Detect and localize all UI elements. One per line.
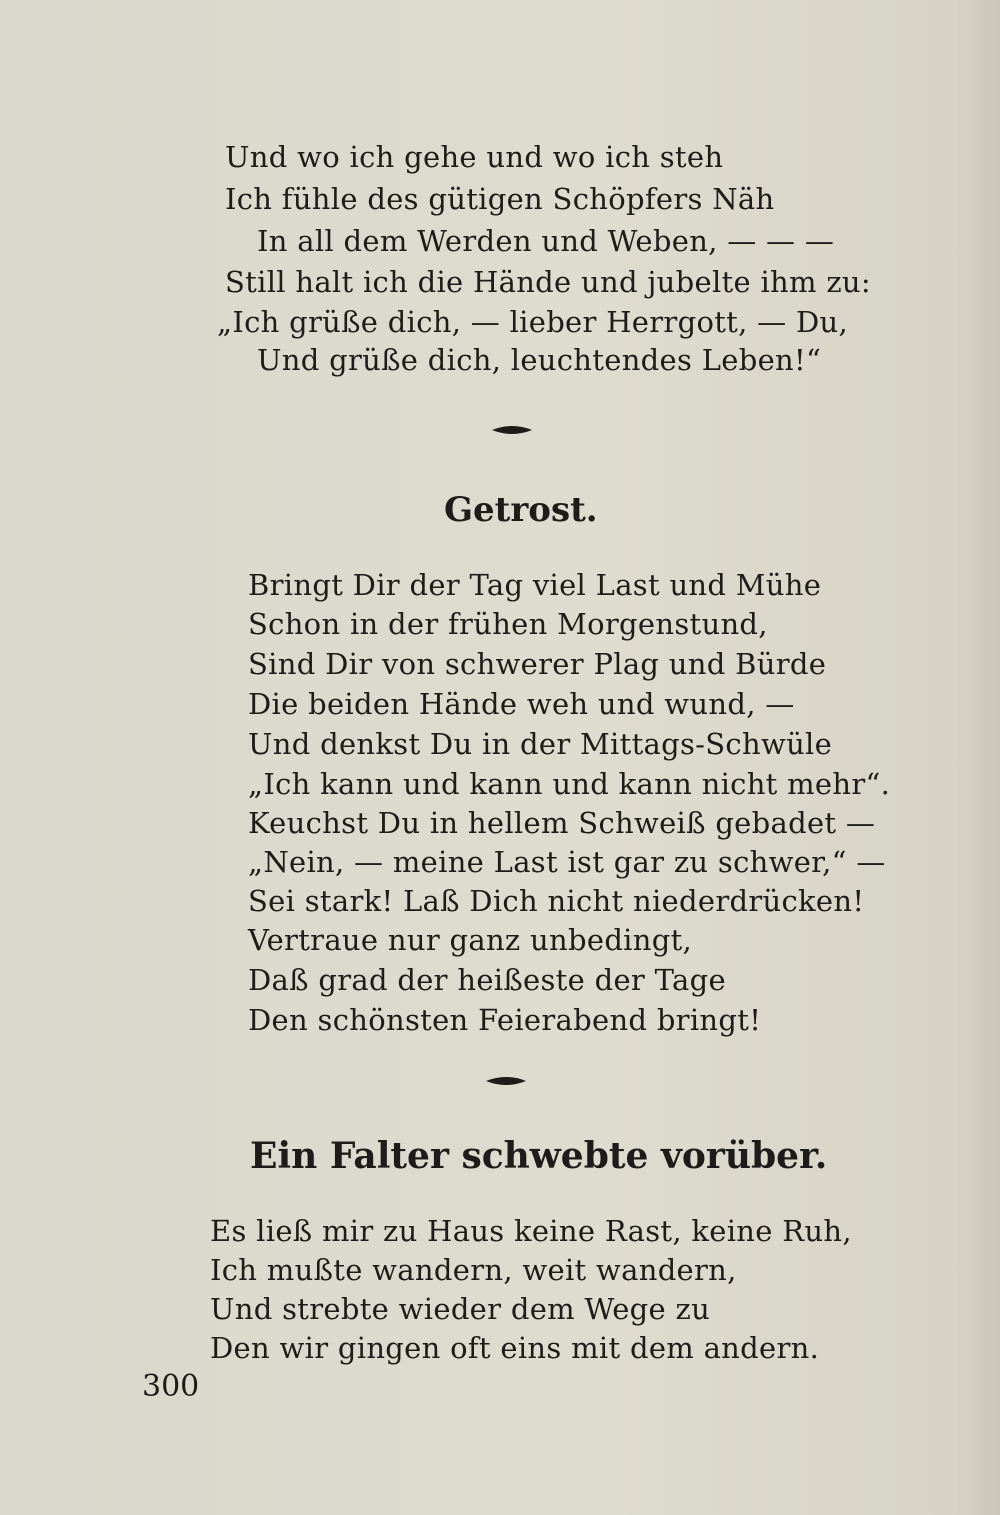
section-divider-ornament-icon	[484, 1075, 528, 1087]
poem-line: Vertraue nur ganz unbedingt,	[248, 923, 693, 957]
poem-line: Still halt ich die Hände und jubelte ihm zu:	[225, 265, 871, 299]
poem-line: Bringt Dir der Tag viel Last und Mühe	[248, 568, 822, 602]
poem-title: Getrost.	[444, 490, 598, 530]
poem-line: Und wo ich gehe und wo ich steh	[225, 140, 724, 174]
poem-line: Keuchst Du in hellem Schweiß gebadet —	[248, 806, 876, 840]
poem-line: „Ich grüße dich, — lieber Herrgott, — Du,	[217, 305, 849, 339]
poem-line: Daß grad der heißeste der Tage	[248, 963, 726, 997]
poem-title: Ein Falter schwebte vorüber.	[250, 1135, 828, 1177]
poem-line: Den schönsten Feierabend bringt!	[248, 1003, 762, 1037]
page-number: 300	[142, 1369, 200, 1404]
poem-line: Sei stark! Laß Dich nicht niederdrücken!	[248, 884, 865, 918]
poem-line: Und denkst Du in der Mittags-Schwüle	[248, 727, 833, 761]
poem-line: „Ich kann und kann und kann nicht mehr“.	[248, 767, 891, 801]
poem-line: „Nein, — meine Last ist gar zu schwer,“ —	[248, 845, 886, 879]
poem-line: In all dem Werden und Weben, — — —	[257, 224, 835, 258]
poem-line: Es ließ mir zu Haus keine Rast, keine Ruh,	[210, 1214, 852, 1248]
poem-line: Ich mußte wandern, weit wandern,	[210, 1253, 737, 1287]
poem-line: Und strebte wieder dem Wege zu	[210, 1292, 711, 1326]
poem-line: Den wir gingen oft eins mit dem andern.	[210, 1331, 820, 1365]
page-gutter-shadow	[955, 0, 1000, 1515]
poem-line: Schon in der frühen Morgenstund,	[248, 607, 768, 641]
section-divider-ornament-icon	[490, 424, 534, 436]
poem-line: Die beiden Hände weh und wund, —	[248, 687, 795, 721]
poem-line: Ich fühle des gütigen Schöpfers Näh	[225, 182, 775, 216]
poem-line: Sind Dir von schwerer Plag und Bürde	[248, 647, 827, 681]
poem-line: Und grüße dich, leuchtendes Leben!“	[257, 343, 822, 377]
